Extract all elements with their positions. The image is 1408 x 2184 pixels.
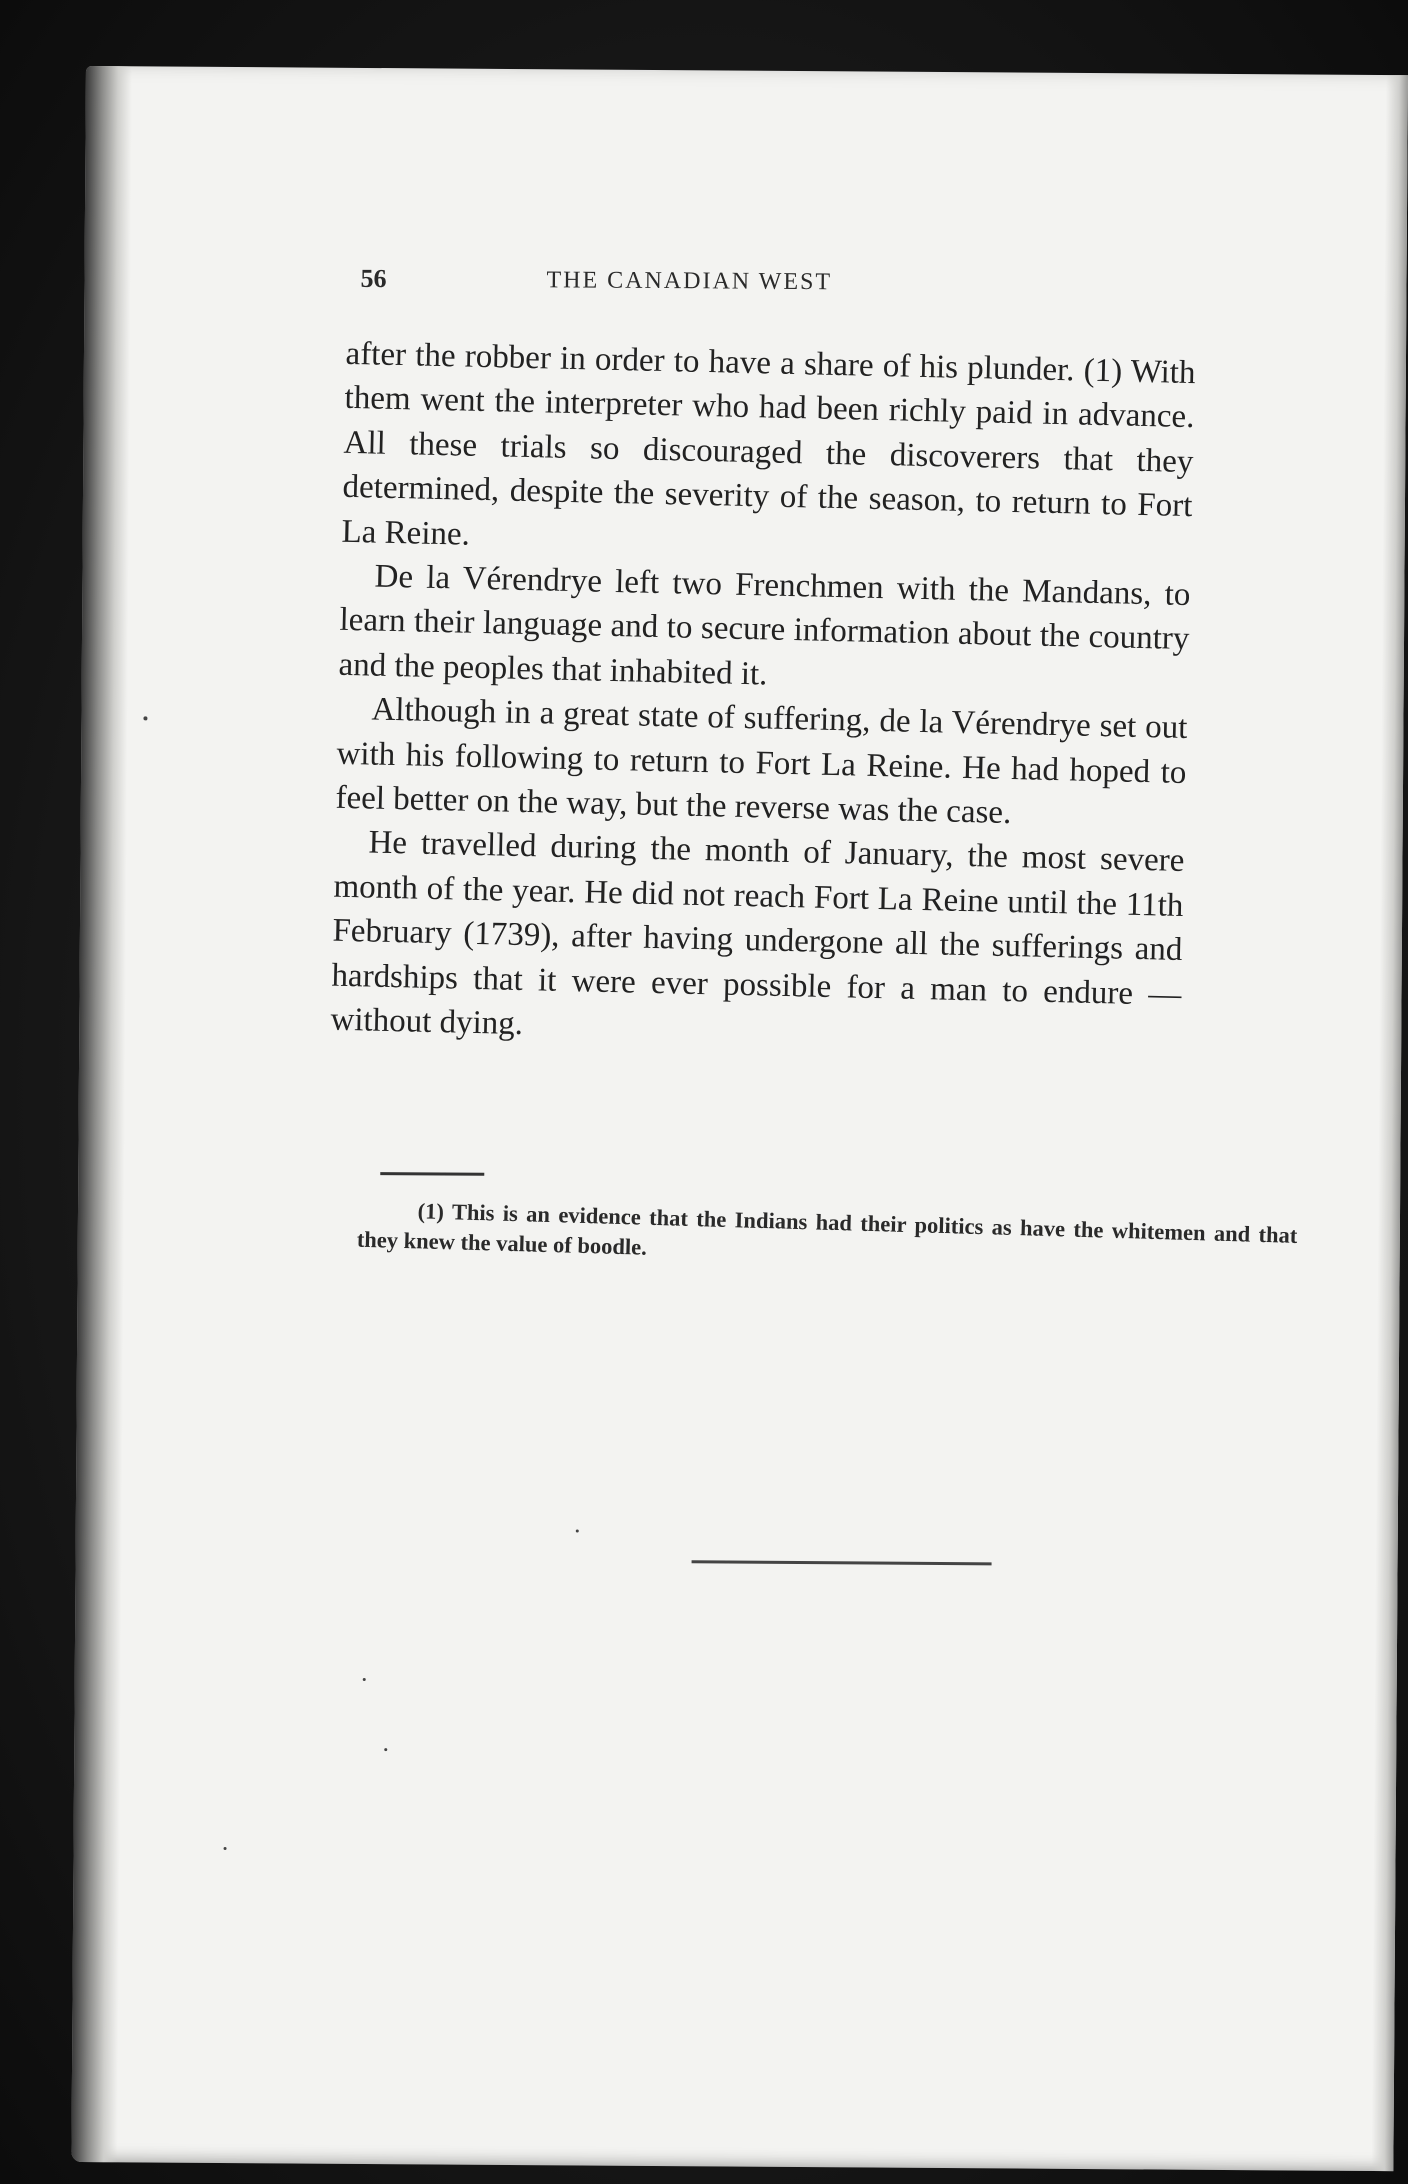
body-text	[330, 332, 1196, 1062]
page-header	[360, 264, 1080, 309]
paper-speck	[143, 716, 147, 720]
footnote-text: (1) This is an evidence that the Indians had their politics as have the whitemen and that they knew the value of boodle.	[356, 1198, 1298, 1260]
paper-speck	[576, 1529, 579, 1532]
page-number: 56	[360, 263, 387, 294]
running-head: THE CANADIAN WEST	[546, 267, 833, 296]
footnote-separator	[380, 1172, 484, 1176]
paragraph: after the robber in order to have a share of his plunder. (1) With them went the interpreter who had been richly paid in advance. All these trials so discouraged the discoverers that they determined, despite the severity of the season, to return to Fort La Reine.	[341, 335, 1196, 553]
book-page	[71, 66, 1408, 2171]
paper-speck	[363, 1678, 366, 1681]
paper-speck	[384, 1748, 387, 1751]
paragraph: Although in a great state of suffering, de la Vérendrye set out with his following to return to Fort La Reine. He had hoped to feel better on the way, but the reverse was the case.	[335, 691, 1188, 832]
paragraph: He travelled during the month of January, the most severe month of the year. He did not reach Fort La Reine until the 11th February (1739), after having undergone all the sufferings and hardships that it were ever possible for a man to endure — without dying.	[330, 824, 1185, 1043]
footnote	[356, 1196, 1298, 1281]
paper-speck	[224, 1847, 227, 1850]
paragraph: De la Vérendrye left two Frenchmen with the Mandans, to learn their language and to secure information about the country and the peoples that inhabited it.	[338, 558, 1191, 693]
section-end-rule	[692, 1560, 992, 1565]
